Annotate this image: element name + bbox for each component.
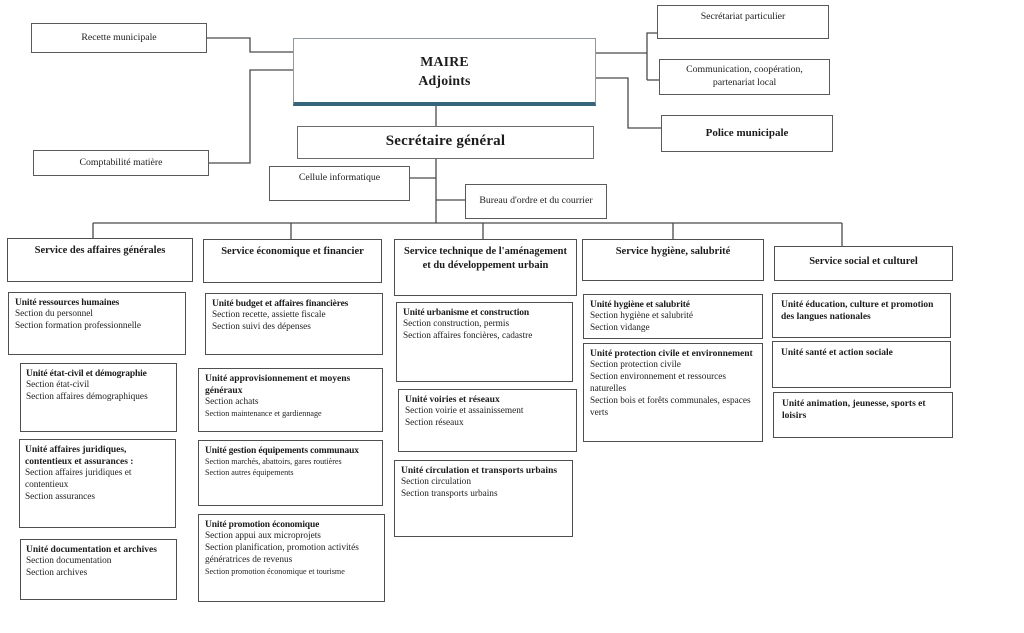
unit-title: Unité hygiène et salubrité — [590, 300, 690, 310]
section-label: Section transports urbains — [401, 489, 498, 500]
unit-etat-civil-demographie — [20, 363, 177, 432]
unit-protection-civile-environnement — [583, 343, 763, 442]
box-label: Comptabilité matière — [79, 156, 163, 168]
service-title: Service hygiène, salubrité — [615, 246, 731, 257]
section-label: Section archives — [26, 568, 88, 579]
unit-ressources-humaines — [8, 292, 186, 355]
box-label: Communication, coopération, — [686, 64, 803, 76]
section-label: Section affaires foncières, cadastre — [403, 331, 533, 342]
section-label: Section état-civil — [26, 380, 90, 391]
service-header-hygiene-salubrite — [582, 239, 764, 281]
section-label: Section protection civile — [590, 360, 681, 371]
box-recette-municipale — [31, 23, 207, 53]
unit-education-culture — [772, 293, 951, 338]
unit-documentation-archives — [20, 539, 177, 600]
unit-title: Unité état-civil et démographie — [26, 369, 147, 379]
section-label: Section affaires démographiques — [26, 392, 148, 403]
unit-title: Unité animation, jeunesse, sports et loisirs — [782, 399, 926, 422]
section-label: Section suivi des dépenses — [212, 322, 311, 333]
service-title: Service technique de l'aménagement et du développement urbain — [403, 246, 567, 271]
box-police-municipale — [661, 115, 833, 152]
box-label: Secrétaire général — [385, 133, 506, 149]
section-label: Section bois et forêts communales, espaces verts — [590, 395, 751, 418]
section-label: Section documentation — [26, 556, 112, 567]
box-maire-adjoints — [293, 38, 596, 106]
unit-affaires-juridiques — [19, 439, 176, 528]
unit-urbanisme-construction — [396, 302, 573, 382]
section-label: Section réseaux — [405, 418, 464, 429]
box-comptabilite-matiere — [33, 150, 209, 176]
unit-title: Unité documentation et archives — [26, 545, 157, 555]
box-label: Cellule informatique — [298, 172, 381, 183]
unit-budget-affaires-financieres — [205, 293, 383, 355]
box-label: Recette municipale — [81, 31, 157, 43]
box-label: Police municipale — [705, 127, 789, 140]
section-label: Section promotion économique et tourisme — [205, 566, 345, 576]
service-header-economique-financier — [203, 239, 382, 283]
section-label: Section recette, assiette fiscale — [212, 310, 326, 321]
section-label: Section achats — [205, 397, 259, 408]
unit-title: Unité approvisionnement et moyens généraux — [205, 374, 351, 397]
section-label: Section assurances — [25, 492, 95, 503]
box-label: partenariat local — [712, 77, 777, 88]
service-title: Service des affaires générales — [34, 245, 166, 256]
section-label: Section voirie et assainissement — [405, 406, 524, 417]
box-bureau-ordre-courrier — [465, 184, 607, 219]
unit-title: Unité santé et action sociale — [781, 348, 893, 358]
unit-title: Unité promotion économique — [205, 520, 320, 530]
section-label: Section du personnel — [15, 309, 93, 320]
service-header-technique-urbain — [394, 239, 577, 296]
unit-promotion-economique — [198, 514, 385, 602]
unit-title: Unité éducation, culture et promotion des langues nationales — [781, 300, 934, 323]
unit-title: Unité voiries et réseaux — [405, 395, 500, 405]
section-label: Section marchés, abattoirs, gares routières — [205, 457, 342, 467]
unit-circulation-transports-urbains — [394, 460, 573, 537]
section-label: Section environnement et ressources naturelles — [590, 372, 727, 394]
section-label: Section autres équipements — [205, 467, 294, 477]
section-label: Section affaires juridiques et contentieux — [25, 468, 132, 491]
box-label: Secrétariat particulier — [700, 11, 786, 22]
unit-animation-jeunesse-sports — [773, 392, 953, 438]
section-label: Section maintenance et gardiennage — [205, 409, 322, 419]
unit-title: Unité budget et affaires financières — [212, 299, 349, 309]
maire-title: MAIRE — [420, 54, 469, 69]
maire-subtitle: Adjoints — [418, 73, 471, 89]
unit-title: Unité circulation et transports urbains — [401, 466, 558, 476]
unit-voiries-reseaux — [398, 389, 577, 452]
box-secretaire-general — [297, 126, 594, 159]
section-label: Section vidange — [590, 323, 650, 334]
section-label: Section appui aux microprojets — [205, 531, 321, 542]
box-cellule-informatique — [269, 166, 410, 201]
section-label: Section hygiène et salubrité — [590, 311, 694, 322]
section-label: Section circulation — [401, 477, 471, 488]
box-label: Bureau d'ordre et du courrier — [479, 195, 593, 207]
service-header-social-culturel — [774, 246, 953, 281]
unit-title: Unité affaires juridiques, contentieux et assurances : — [25, 445, 134, 468]
unit-title: Unité urbanisme et construction — [403, 308, 529, 318]
unit-title: Unité gestion équipements communaux — [205, 446, 359, 456]
service-header-affaires-generales — [7, 238, 193, 282]
unit-gestion-equipements-communaux — [198, 440, 383, 506]
box-secretariat-particulier — [657, 5, 829, 39]
section-label: Section formation professionnelle — [15, 321, 141, 332]
section-label: Section planification, promotion activités génératrices de revenus — [205, 543, 359, 565]
unit-hygiene-salubrite — [583, 294, 763, 339]
section-label: Section construction, permis — [403, 319, 510, 330]
unit-sante-action-sociale — [772, 341, 951, 388]
service-title: Service économique et financier — [221, 246, 364, 257]
unit-title: Unité protection civile et environnement — [590, 349, 753, 359]
unit-title: Unité ressources humaines — [15, 298, 120, 308]
unit-approvisionnement-moyens-generaux — [198, 368, 383, 432]
service-title: Service social et culturel — [809, 256, 918, 267]
box-communication-cooperation — [659, 59, 830, 95]
